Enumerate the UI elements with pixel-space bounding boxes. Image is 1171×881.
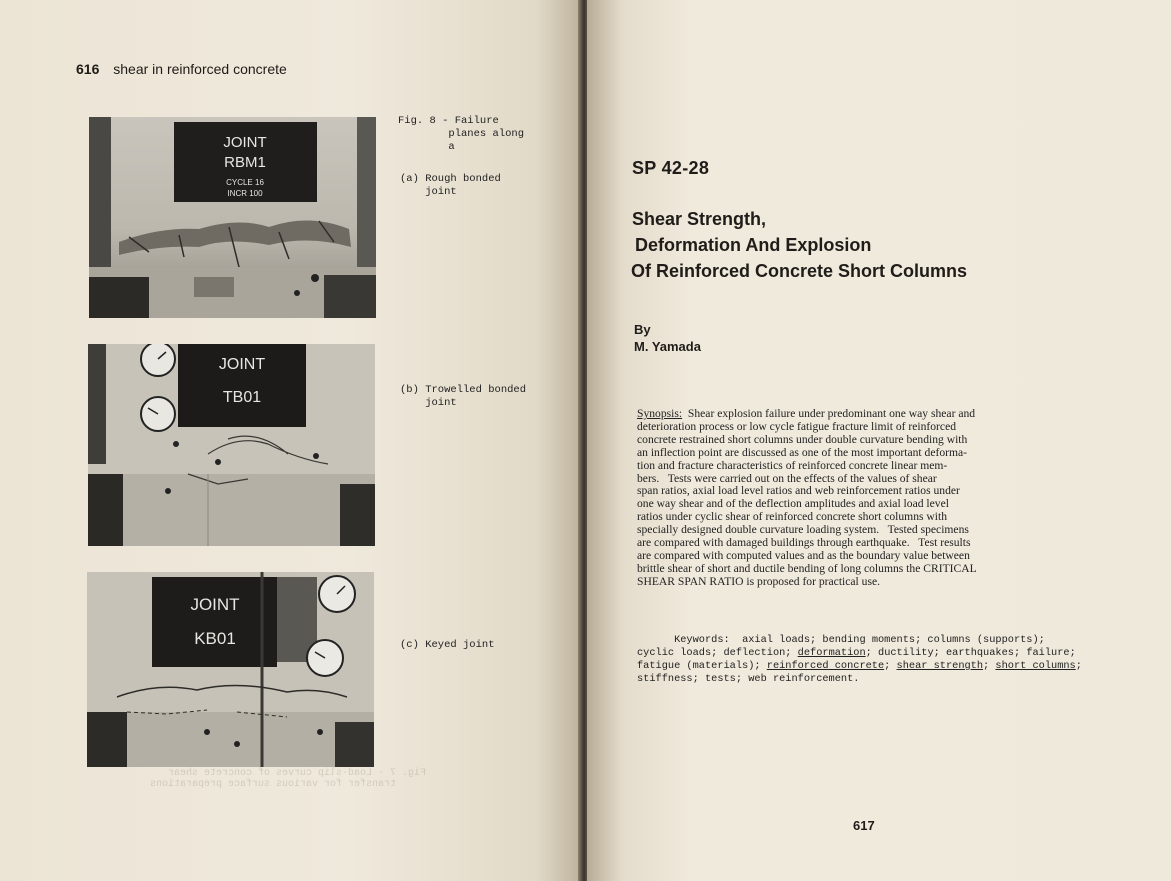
caption-line-3: a	[398, 141, 455, 153]
synopsis-line-10: specially designed double curvature loading system. Tested specimens	[637, 523, 969, 537]
keyword-deformation: deformation	[797, 647, 866, 659]
keywords-sep-2: ;	[983, 660, 996, 672]
synopsis-line-11: are compared with damaged buildings through earthquake. Test results	[637, 536, 971, 550]
sign-a-line-1: JOINT	[223, 134, 267, 151]
left-page	[0, 0, 582, 881]
title-line-2: Deformation And Explosion	[635, 235, 872, 255]
running-head-title: shear in reinforced concrete	[113, 61, 287, 77]
title-line-1: Shear Strength,	[632, 209, 767, 229]
synopsis-line-8: one way shear and of the deflection amplitudes and axial load level	[637, 497, 949, 511]
photo-a-image	[89, 117, 376, 318]
synopsis-line-14: SHEAR SPAN RATIO is proposed for practical use.	[637, 574, 881, 588]
figure-photo-b	[88, 344, 375, 546]
panel-b-label-line-1: (b) Trowelled bonded	[400, 384, 527, 396]
sign-b-line-2: TB01	[222, 389, 262, 406]
sign-b-line-1: JOINT	[218, 356, 266, 373]
panel-b-label	[400, 384, 526, 410]
synopsis-label: Synopsis:	[637, 407, 683, 420]
caption-line-2: planes along	[398, 128, 525, 140]
left-page-number: 616	[76, 61, 100, 77]
panel-b-label-line-2: joint	[400, 397, 457, 409]
panel-a-label-line-1: (a) Rough bonded	[400, 173, 501, 185]
panel-c-label-line-1: (c) Keyed joint	[400, 639, 495, 651]
keywords-line-1: axial loads; bending moments; columns (supports);	[742, 634, 1045, 646]
synopsis-line-13: brittle shear of short and ductile bending of long columns the CRITICAL	[637, 561, 977, 575]
sign-c-line-2: KB01	[194, 629, 236, 648]
photo-b-image	[88, 344, 375, 546]
title-line-3: Of Reinforced Concrete Short Columns	[631, 261, 968, 281]
synopsis-line-6: bers. Tests were carried out on the effects of the values of shear	[637, 471, 937, 485]
keywords-label: Keywords:	[674, 634, 730, 646]
synopsis-line-7: span ratios, axial load level ratios and web reinforcement ratios under	[637, 484, 960, 498]
figure-caption	[398, 115, 524, 154]
keywords-sep-1: ;	[884, 660, 897, 672]
sign-a-line-3: CYCLE 16	[226, 178, 264, 187]
panel-c-label	[400, 639, 495, 652]
panel-a-label-line-2: joint	[400, 186, 457, 198]
running-head	[76, 61, 287, 77]
synopsis-line-12: are compared with computed values and as the boundary value between	[637, 548, 970, 562]
synopsis	[637, 408, 1097, 589]
author-name: M. Yamada	[634, 339, 701, 354]
figure-photo-c	[87, 572, 374, 767]
keywords-line-3a: fatigue (materials);	[637, 660, 767, 672]
paper-id: SP 42-28	[632, 158, 710, 178]
sign-a-line-2: RBM1	[224, 154, 266, 171]
synopsis-line-9: ratios under cyclic shear of reinforced concrete short columns with	[637, 510, 948, 524]
keywords-line-2a: cyclic loads; deflection;	[637, 647, 798, 659]
synopsis-line-3: concrete restrained short columns under double curvature bending with	[637, 432, 968, 446]
sign-a-line-4: INCR 100	[227, 189, 263, 198]
synopsis-line-5: tion and fracture characteristics of reinforced concrete linear mem-	[637, 458, 948, 472]
keywords-line-2c: ; ductility; earthquakes; failure;	[865, 647, 1076, 659]
byline	[634, 321, 701, 355]
keyword-short-columns: short columns	[995, 660, 1076, 672]
sign-c-line-1: JOINT	[190, 595, 240, 614]
keywords	[637, 634, 1107, 686]
caption-line-1: Fig. 8 - Failure	[398, 115, 499, 127]
synopsis-line-1: Shear explosion failure under predominant one way shear and	[687, 407, 976, 420]
show-through-text: Fig. 7 - Load-slip curves of concrete shear transfer for various surface preparations	[150, 768, 427, 790]
keyword-reinforced-concrete: reinforced concrete	[766, 660, 885, 672]
keywords-line-4: stiffness; tests; web reinforcement.	[637, 673, 860, 685]
synopsis-line-4: an inflection point are discussed as one of the most important deforma-	[637, 445, 968, 459]
panel-a-label	[400, 173, 501, 199]
right-page-number: 617	[853, 818, 875, 833]
keywords-sep-3: ;	[1075, 660, 1082, 672]
keyword-shear-strength: shear strength	[896, 660, 984, 672]
synopsis-line-2: deterioration process or low cycle fatigue fracture limit of reinforced	[637, 419, 957, 433]
paper-title	[632, 206, 967, 284]
photo-c-image	[87, 572, 374, 767]
figure-photo-a	[89, 117, 376, 318]
by-label: By	[634, 322, 651, 337]
